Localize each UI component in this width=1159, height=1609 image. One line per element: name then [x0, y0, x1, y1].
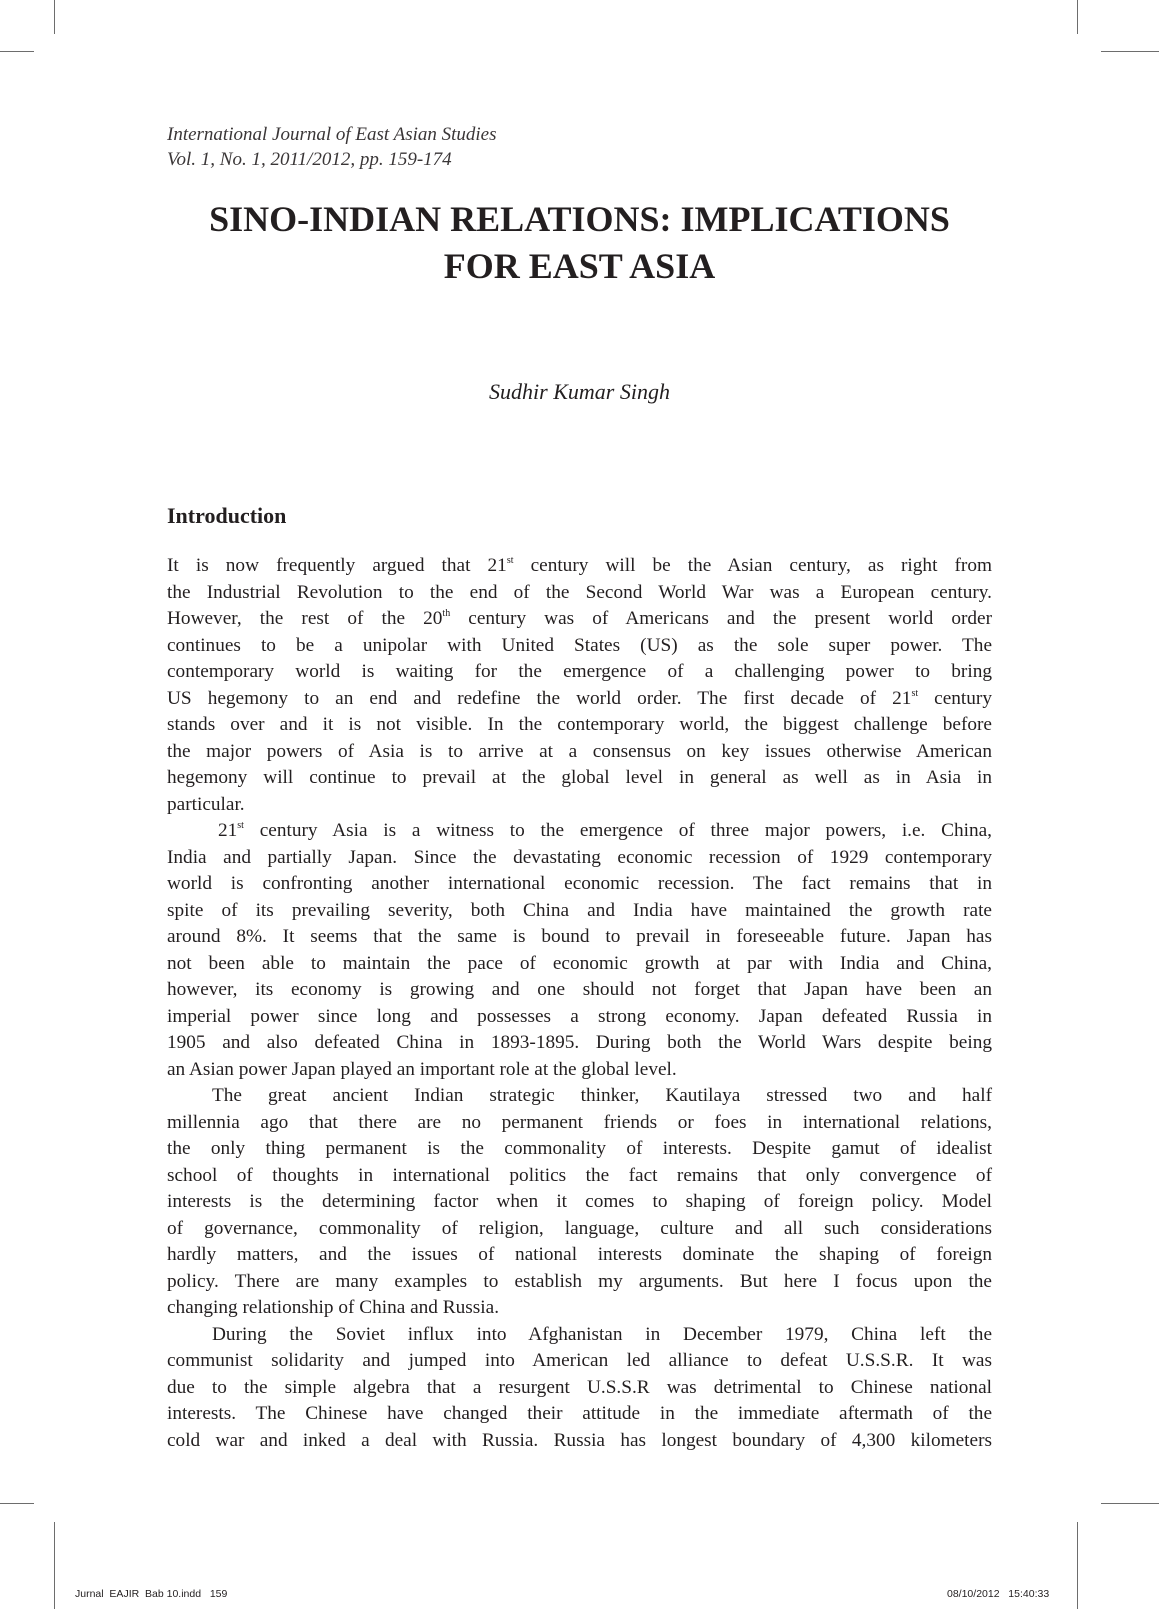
text-run: century	[918, 687, 992, 709]
text-line	[167, 712, 992, 739]
text-run: millennia ago that there are no permanent friends or foes in international relations,	[167, 1111, 992, 1133]
text-line	[167, 871, 992, 898]
text-run: 21	[218, 820, 238, 841]
text-run: hardly matters, and the issues of national interests dominate the shaping of foreign	[167, 1244, 992, 1265]
text-line	[167, 1428, 992, 1455]
body-text	[167, 553, 992, 1454]
text-line	[167, 1189, 992, 1216]
text-line	[167, 1083, 992, 1110]
text-line	[167, 1004, 992, 1031]
text-line	[167, 1295, 992, 1322]
crop-mark	[1101, 1503, 1159, 1504]
text-run: the only thing permanent is the commonality of interests. Despite gamut of idealist	[167, 1138, 992, 1159]
text-run: due to the simple algebra that a resurgent U.S.S.R was detrimental to Chinese national	[167, 1376, 992, 1398]
text-run: of governance, commonality of religion, language, culture and all such considerations	[167, 1217, 992, 1239]
text-line	[167, 1348, 992, 1375]
superscript: st	[911, 687, 919, 699]
superscript: th	[442, 608, 451, 619]
text-run: an Asian power Japan played an important role at the global level.	[167, 1058, 677, 1080]
file-slug: Jurnal EAJIR Bab 10.indd 159	[75, 1588, 228, 1600]
text-run: US hegemony to an end and redefine the world order. The first decade of 21	[167, 687, 912, 709]
text-line	[167, 1030, 992, 1057]
text-line	[167, 659, 992, 686]
text-line	[167, 1136, 992, 1163]
journal-name: International Journal of East Asian Studies	[167, 124, 497, 145]
volume-info: Vol. 1, No. 1, 2011/2012, pp. 159-174	[167, 149, 452, 170]
text-line	[167, 1242, 992, 1269]
text-run: interests is the determining factor when it comes to shaping of foreign policy. Model	[167, 1191, 992, 1212]
crop-mark	[0, 51, 34, 52]
text-run: spite of its prevailing severity, both China and India have maintained the growth rate	[167, 899, 992, 921]
text-line	[167, 1163, 992, 1190]
text-run: however, its economy is growing and one should not forget that Japan have been an	[167, 979, 992, 1000]
text-line	[167, 553, 992, 580]
text-line	[167, 898, 992, 925]
text-line	[167, 686, 992, 713]
text-run: It is now frequently argued that 21	[167, 555, 507, 576]
crop-mark	[1077, 1522, 1078, 1609]
text-line	[167, 1057, 992, 1084]
text-line	[167, 1322, 992, 1349]
text-run: particular.	[167, 793, 245, 815]
text-line	[167, 739, 992, 766]
print-timestamp: 08/10/2012 15:40:33	[947, 1588, 1050, 1600]
text-run: around 8%. It seems that the same is bound to prevail in foreseeable future. Japan has	[167, 926, 992, 947]
text-line	[167, 977, 992, 1004]
text-run: continues to be a unipolar with United States (US) as the sole super power. The	[167, 634, 992, 656]
text-run: The great ancient Indian strategic thinker, Kautilaya stressed two and half	[212, 1085, 992, 1106]
journal-header	[167, 122, 497, 172]
text-run: school of thoughts in international politics the fact remains that only convergence of	[167, 1164, 992, 1186]
text-line	[167, 1269, 992, 1296]
text-run: not been able to maintain the pace of economic growth at par with India and China,	[167, 952, 992, 974]
text-run: India and partially Japan. Since the devastating economic recession of 1929 contemporary	[167, 846, 992, 868]
text-run: communist solidarity and jumped into American led alliance to defeat U.S.S.R. It was	[167, 1350, 992, 1371]
crop-mark	[54, 0, 55, 34]
text-line	[167, 951, 992, 978]
text-line	[167, 1110, 992, 1137]
text-run: contemporary world is waiting for the emergence of a challenging power to bring	[167, 661, 992, 682]
text-run: the major powers of Asia is to arrive at a consensus on key issues otherwise American	[167, 740, 992, 762]
article-title	[167, 196, 992, 290]
superscript: st	[237, 820, 244, 831]
text-line	[167, 765, 992, 792]
text-run: changing relationship of China and Russia.	[167, 1297, 500, 1318]
text-run: century Asia is a witness to the emergence of three major powers, i.e. China,	[243, 820, 992, 841]
text-run: However, the rest of the 20	[167, 608, 443, 629]
section-heading: Introduction	[167, 503, 287, 528]
title-line: SINO-INDIAN RELATIONS: IMPLICATIONS	[209, 199, 950, 239]
text-line	[167, 1401, 992, 1428]
crop-mark	[1077, 0, 1078, 34]
text-run: world is confronting another international economic recession. The fact remains that in	[167, 873, 992, 894]
text-run: imperial power since long and possesses a strong economy. Japan defeated Russia in	[167, 1005, 992, 1027]
title-line: FOR EAST ASIA	[443, 246, 716, 286]
text-run: the Industrial Revolution to the end of the Second World War was a European century.	[167, 581, 992, 603]
text-run: 1905 and also defeated China in 1893-1895. During both the World Wars despite being	[167, 1032, 992, 1053]
text-line	[167, 580, 992, 607]
text-line	[167, 633, 992, 660]
text-run: interests. The Chinese have changed their attitude in the immediate aftermath of the	[167, 1403, 992, 1424]
text-run: century will be the Asian century, as right from	[513, 555, 992, 576]
text-run: stands over and it is not visible. In the contemporary world, the biggest challenge before	[167, 714, 992, 735]
text-run: cold war and inked a deal with Russia. Russia has longest boundary of 4,300 kilometers	[167, 1429, 992, 1451]
crop-mark	[0, 1503, 34, 1504]
text-run: century was of Americans and the present world order	[450, 608, 992, 629]
crop-mark	[1101, 51, 1159, 52]
superscript: st	[506, 555, 514, 566]
text-line	[167, 606, 992, 633]
text-run: hegemony will continue to prevail at the global level in general as well as in Asia in	[167, 767, 992, 788]
text-line	[167, 818, 992, 845]
author-name: Sudhir Kumar Singh	[489, 379, 670, 404]
text-line	[167, 792, 992, 819]
text-run: During the Soviet influx into Afghanistan in December 1979, China left the	[212, 1323, 992, 1345]
text-line	[167, 924, 992, 951]
text-run: policy. There are many examples to establish my arguments. But here I focus upon the	[167, 1270, 992, 1292]
text-line	[167, 845, 992, 872]
crop-mark	[54, 1522, 55, 1609]
text-line	[167, 1375, 992, 1402]
text-line	[167, 1216, 992, 1243]
